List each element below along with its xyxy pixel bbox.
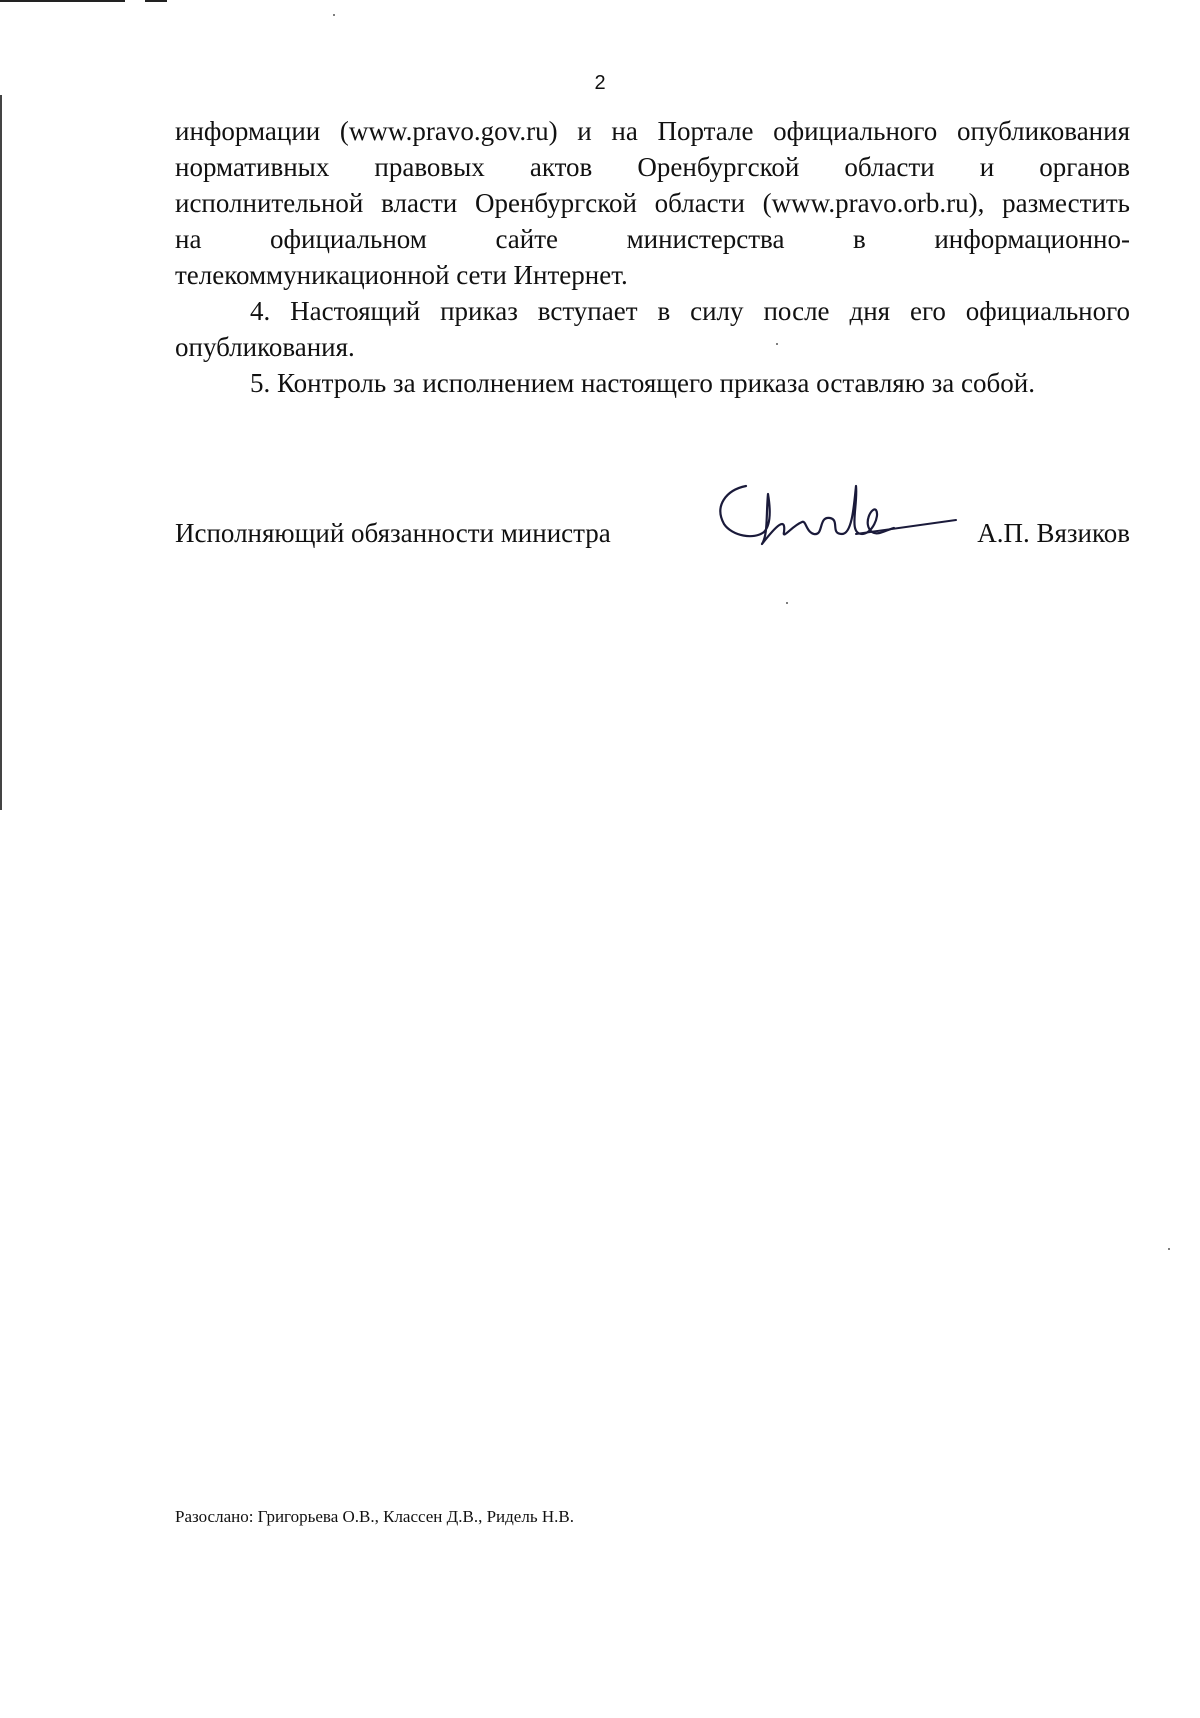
item-5: 5. Контроль за исполнением настоящего приказа оставляю за собой. xyxy=(250,368,1035,398)
scan-speck xyxy=(1168,1248,1170,1250)
scan-speck xyxy=(333,14,335,16)
distribution-list: Разослано: Григорьева О.В., Классен Д.В., Ридель Н.В. xyxy=(175,1507,574,1526)
scan-speck xyxy=(776,343,778,345)
body-line-5: телекоммуникационной сети Интернет. xyxy=(175,260,628,290)
body-line-3: исполнительной власти Оренбургской области (www.pravo.orb.ru), разместить xyxy=(175,188,1130,218)
page-number: 2 xyxy=(594,72,606,94)
signatory-name: А.П. Вязиков xyxy=(977,518,1130,548)
scan-speck xyxy=(786,602,788,604)
body-line-1: информации (www.pravo.gov.ru) и на Портале официального опубликования xyxy=(175,116,1130,146)
item-4-line-2: опубликования. xyxy=(175,332,355,362)
body-line-4: на официальном сайте министерства в информационно- xyxy=(175,224,1130,254)
document-body xyxy=(175,113,1130,401)
handwritten-signature xyxy=(706,476,986,556)
item-4-line-1: 4. Настоящий приказ вступает в силу после дня его официального xyxy=(250,296,1130,326)
scan-artifact xyxy=(145,0,167,2)
scan-artifact xyxy=(0,0,125,2)
scan-edge xyxy=(0,95,2,810)
signature-block xyxy=(175,518,1130,558)
body-line-2: нормативных правовых актов Оренбургской области и органов xyxy=(175,152,1130,182)
signatory-position: Исполняющий обязанности министра xyxy=(175,518,611,548)
